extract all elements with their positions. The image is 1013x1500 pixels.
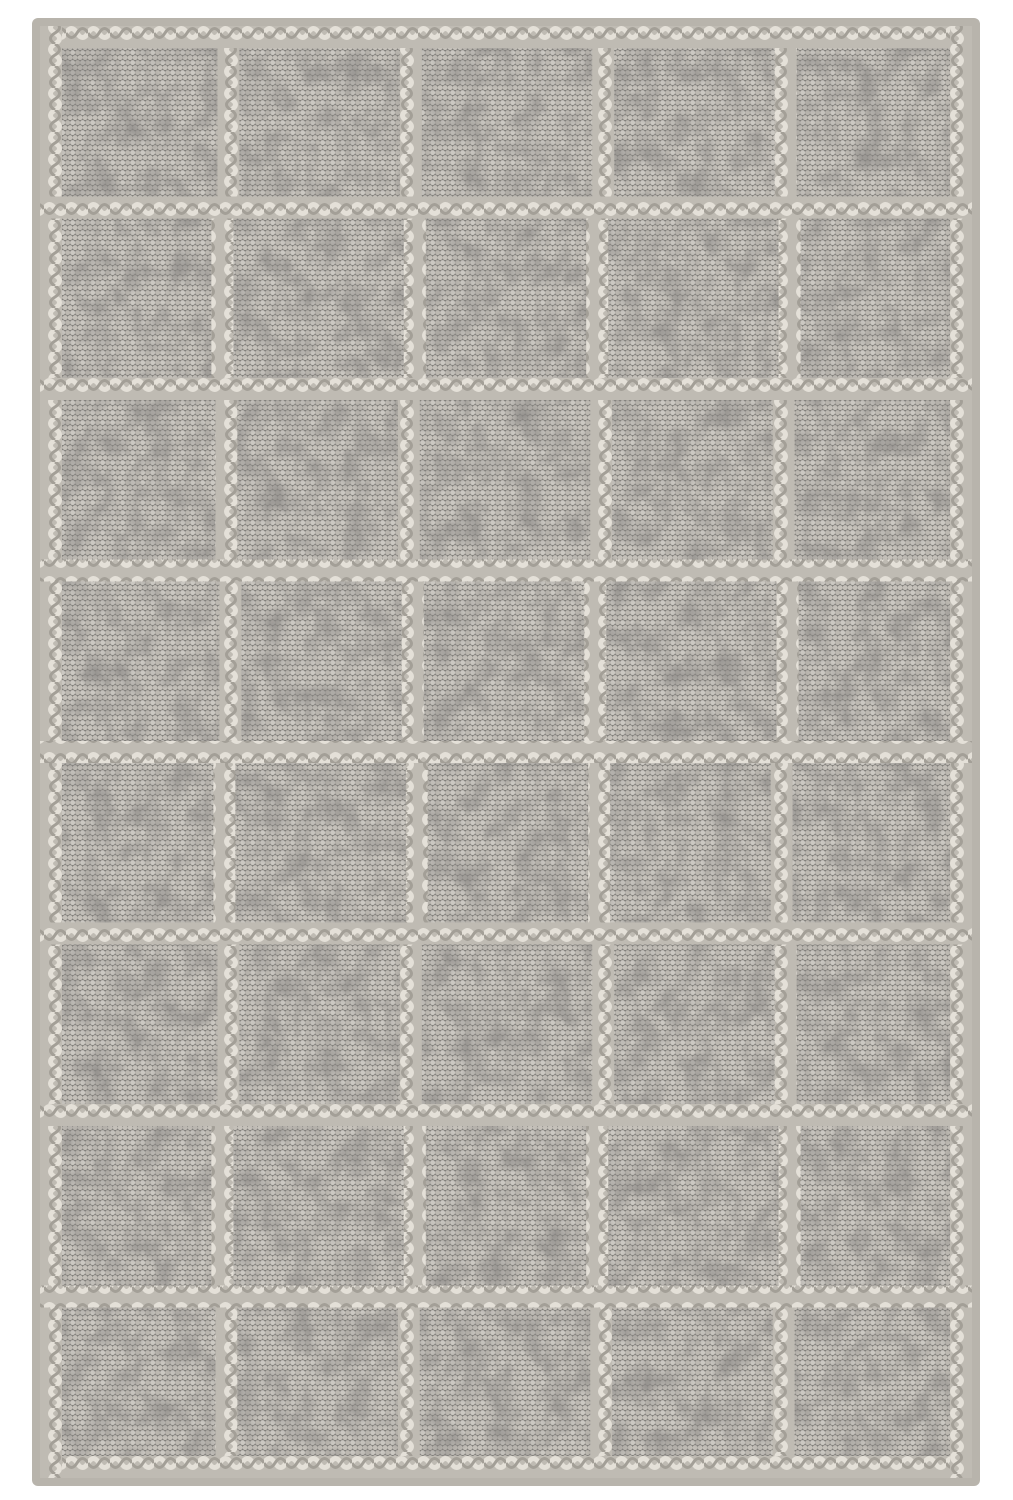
braid-horizontal <box>40 741 972 763</box>
braid-horizontal <box>40 923 972 945</box>
braid-vertical <box>592 945 614 1105</box>
braid-vertical <box>400 945 422 1105</box>
braid-vertical <box>215 1308 237 1457</box>
braid-vertical <box>402 582 424 742</box>
braid-vertical <box>398 400 420 560</box>
braid-vertical <box>773 400 795 560</box>
braid-vertical <box>398 1308 420 1457</box>
braid-vertical <box>779 1126 801 1286</box>
braid-vertical <box>584 582 606 742</box>
braid-vertical <box>217 48 239 197</box>
braid-vertical <box>400 48 422 197</box>
braid-horizontal <box>40 560 972 582</box>
braid-vertical <box>771 763 793 923</box>
braid-vertical <box>211 1126 233 1286</box>
braid-vertical <box>592 48 614 197</box>
braid-horizontal <box>40 1104 972 1126</box>
braid-vertical <box>217 945 239 1105</box>
braid-vertical <box>773 1308 795 1457</box>
braid-vertical <box>590 400 612 560</box>
braid-horizontal <box>40 197 972 219</box>
braid-vertical <box>586 219 608 379</box>
braid-vertical <box>777 582 799 742</box>
braid-vertical <box>586 1126 608 1286</box>
braid-bottom <box>40 1456 972 1478</box>
braid-horizontal <box>40 1286 972 1308</box>
braid-vertical <box>213 763 235 923</box>
braid-vertical <box>779 219 801 379</box>
braid-vertical <box>219 582 241 742</box>
braid-vertical <box>215 400 237 560</box>
braid-vertical <box>211 219 233 379</box>
braid-top <box>40 26 972 48</box>
braid-vertical <box>590 1308 612 1457</box>
braid-horizontal <box>40 378 972 400</box>
braid-vertical <box>406 763 428 923</box>
braid-vertical <box>775 48 797 197</box>
braid-vertical <box>588 763 610 923</box>
braid-vertical <box>404 219 426 379</box>
braid-vertical <box>775 945 797 1105</box>
braid-vertical <box>404 1126 426 1286</box>
